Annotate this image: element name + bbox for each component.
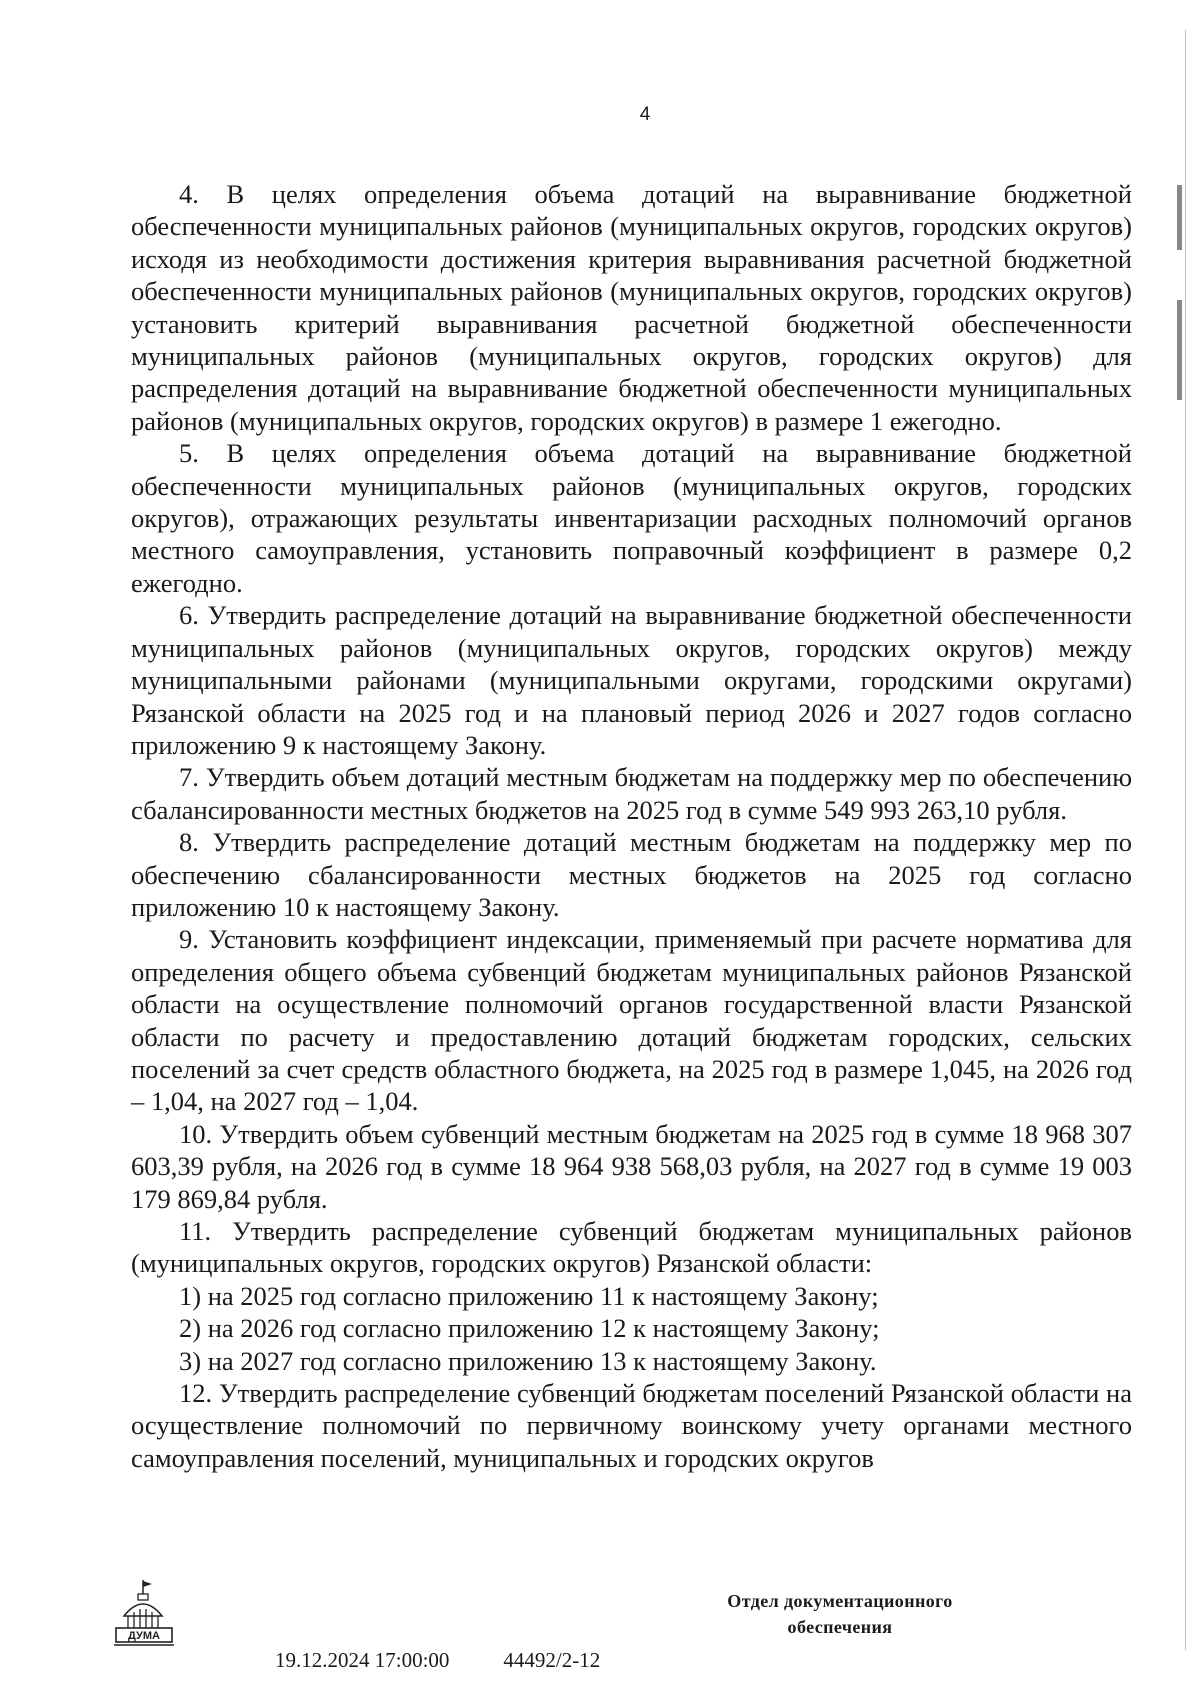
- scan-artifact: [1177, 300, 1182, 400]
- duma-logo-icon: [112, 1578, 176, 1650]
- paragraph-6: 6. Утвердить распределение дотаций на выравнивание бюджетной обеспеченности муниципальных районов (муниципальных округов, городских округов) между муниципальными районами (муниципальными округами, городскими округами) Рязанской области на 2025 год и на плановый период 2026 и 2027 годов согласно приложению 9 к настоящему Закону.: [131, 600, 1132, 760]
- paragraph-7: 7. Утвердить объем дотаций местным бюджетам на поддержку мер по обеспечению сбалансированности местных бюджетов на 2025 год в сумме 549 993 263,10 рубля.: [131, 762, 1132, 825]
- scan-artifact: [1177, 185, 1182, 250]
- list-item-1: 1) на 2025 год согласно приложению 11 к настоящему Закону;: [179, 1280, 879, 1311]
- paragraph-10: 10. Утвердить объем субвенций местным бюджетам на 2025 год в сумме 18 968 307 603,39 рубля, на 2026 год в сумме 18 964 938 568,03 рубля, на 2027 год в сумме 19 003 179 869,84 рубля.: [131, 1118, 1132, 1214]
- stamp-datetime: 19.12.2024 17:00:00: [275, 1648, 450, 1672]
- document-body: [131, 178, 1132, 1474]
- paragraph-12: 12. Утвердить распределение субвенций бюджетам поселений Рязанской области на осуществление полномочий по первичному воинскому учету органами местного самоуправления поселений, муниципальных и городских округов: [131, 1378, 1132, 1473]
- department-line-2: обеспечения: [787, 1617, 893, 1637]
- paragraph-9: 9. Установить коэффициент индексации, применяемый при расчете норматива для определения общего объема субвенций бюджетам муниципальных районов Рязанской области на осуществление полномочий органов государственной власти Рязанской области по расчету и предоставлению дотаций бюджетам городских, сельских поселений за счет средств областного бюджета, на 2025 год в размере 1,045, на 2026 год – 1,04, на 2027 год – 1,04.: [131, 924, 1132, 1117]
- scan-artifact: [1185, 30, 1186, 1650]
- page-number: 4: [639, 104, 651, 125]
- paragraph-5: 5. В целях определения объема дотаций на выравнивание бюджетной обеспеченности муниципальных районов (муниципальных округов, городских округов), отражающих результаты инвентаризации расходных полномочий органов местного самоуправления, установить поправочный коэффициент в размере 0,2 ежегодно.: [131, 438, 1132, 598]
- logo-text: ДУМА: [128, 1630, 160, 1642]
- list-item-3: 3) на 2027 год согласно приложению 13 к настоящему Закону.: [179, 1345, 877, 1376]
- department-line-1: Отдел документационного: [727, 1591, 953, 1611]
- paragraph-11: 11. Утвердить распределение субвенций бюджетам муниципальных районов (муниципальных округов, городских округов) Рязанской области:: [131, 1216, 1132, 1279]
- list-item-2: 2) на 2026 год согласно приложению 12 к настоящему Закону;: [179, 1313, 880, 1344]
- registration-stamp: [275, 1648, 654, 1673]
- paragraph-4: 4. В целях определения объема дотаций на выравнивание бюджетной обеспеченности муниципальных районов (муниципальных округов, городских округов) исходя из необходимости достижения критерия выравнивания расчетной бюджетной обеспеченности муниципальных районов (муниципальных округов, городских округов) установить критерий выравнивания расчетной бюджетной обеспеченности муниципальных районов (муниципальных округов, городских округов) для распределения дотаций на выравнивание бюджетной обеспеченности муниципальных районов (муниципальных округов, городских округов) в размере 1 ежегодно.: [131, 179, 1132, 436]
- department-label: [700, 1588, 980, 1640]
- stamp-doc-number: 44492/2-12: [503, 1648, 601, 1672]
- paragraph-8: 8. Утвердить распределение дотаций местным бюджетам на поддержку мер по обеспечению сбалансированности местных бюджетов на 2025 год согласно приложению 10 к настоящему Закону.: [131, 827, 1132, 922]
